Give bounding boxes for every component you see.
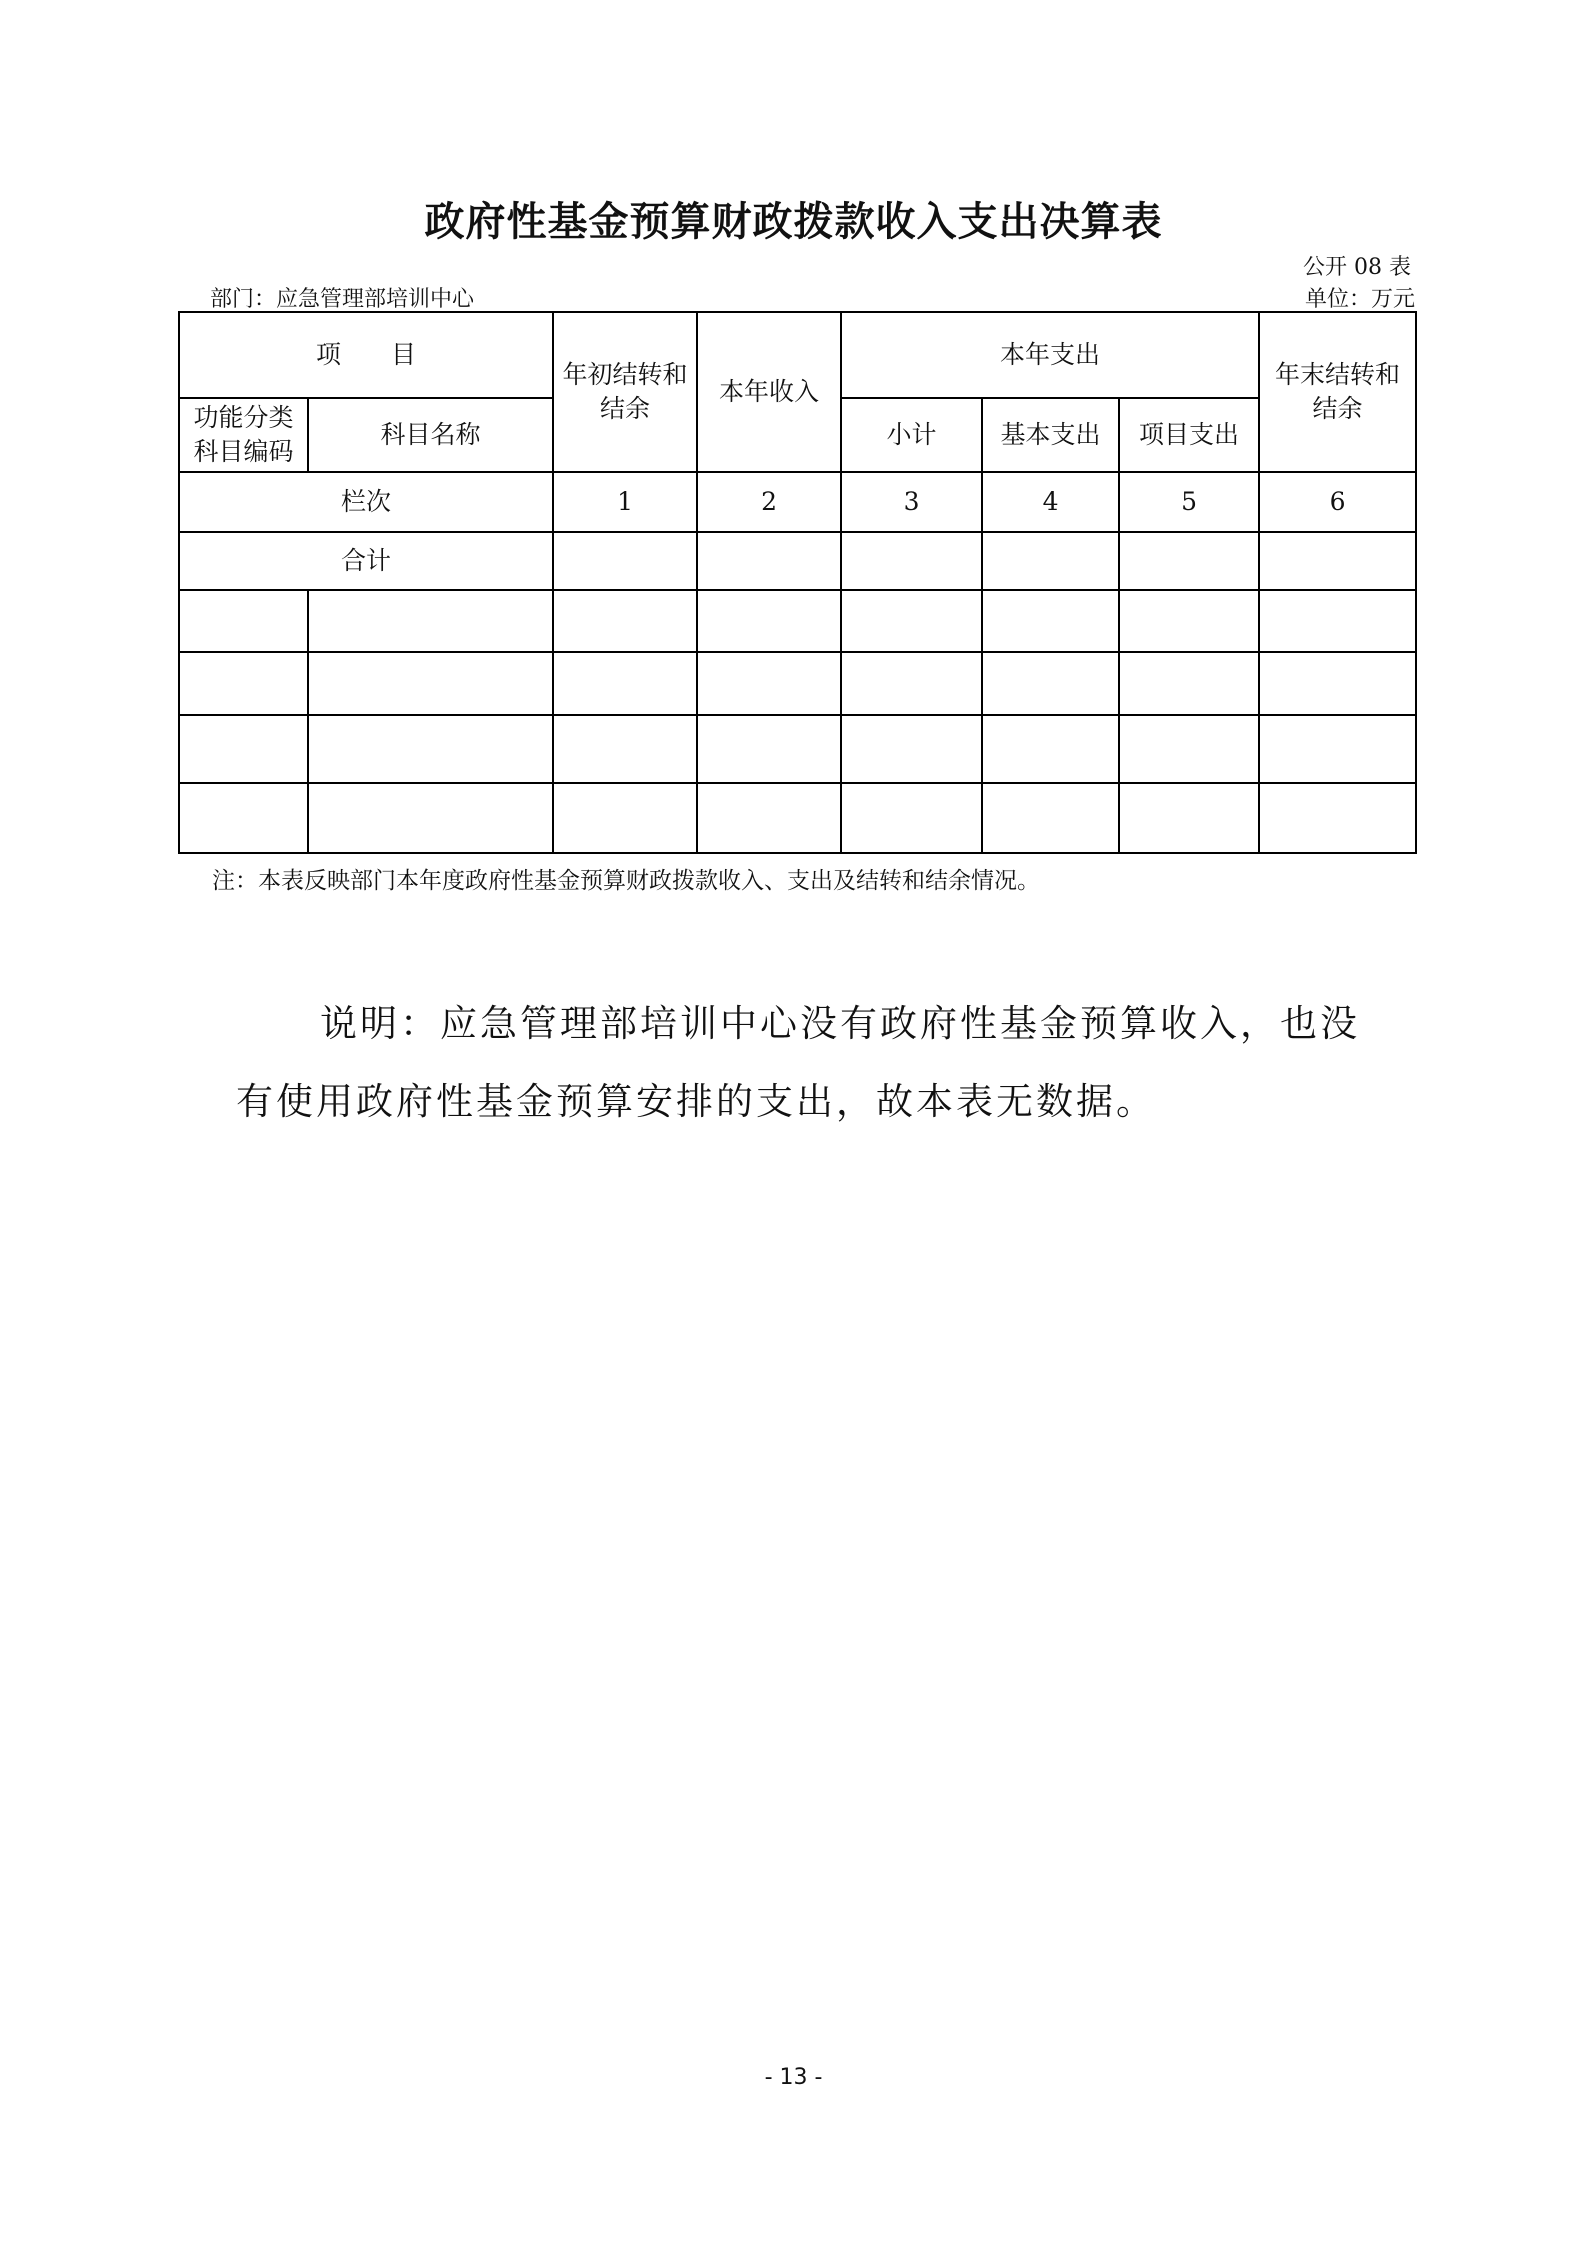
header-subtotal: 小计 [841,398,982,472]
header-function-code: 功能分类科目编码 [179,398,308,472]
column-number: 6 [1259,472,1416,532]
total-cell [1259,532,1416,590]
table-cell [841,783,982,853]
table-cell [841,652,982,715]
header-opening-balance: 年初结转和结余 [553,312,697,472]
header-subject-name: 科目名称 [308,398,553,472]
table-note: 注：本表反映部门本年度政府性基金预算财政拨款收入、支出及结转和结余情况。 [212,868,1040,894]
table-cell [179,652,308,715]
table-cell [179,715,308,783]
total-cell [1119,532,1259,590]
table-cell [308,590,553,652]
column-number: 4 [982,472,1119,532]
budget-table [178,311,1417,854]
header-closing-balance: 年末结转和结余 [1259,312,1416,472]
table-row [179,715,1416,783]
page-number: - 13 - [764,2065,823,2090]
header-project-expense: 项目支出 [1119,398,1259,472]
table-cell [553,715,697,783]
total-cell [697,532,841,590]
table-cell [308,715,553,783]
total-label: 合计 [179,532,553,590]
table-cell [982,783,1119,853]
column-number: 1 [553,472,697,532]
column-index-label: 栏次 [179,472,553,532]
table-cell [697,590,841,652]
table-cell [553,590,697,652]
table-cell [553,783,697,853]
table-cell [982,652,1119,715]
table-cell [1259,652,1416,715]
table-cell [1259,590,1416,652]
table-cell [1119,590,1259,652]
column-number: 2 [697,472,841,532]
total-cell [841,532,982,590]
page-title: 政府性基金预算财政拨款收入支出决算表 [424,199,1163,245]
table-cell [697,783,841,853]
header-basic-expense: 基本支出 [982,398,1119,472]
table-cell [982,590,1119,652]
table-cell [982,715,1119,783]
explanation-text: 说明：应急管理部培训中心没有政府性基金预算收入，也没有使用政府性基金预算安排的支出，故本表无数据。 [236,1002,1360,1123]
table-cell [841,590,982,652]
header-current-income: 本年收入 [697,312,841,472]
table-cell [1259,783,1416,853]
table-cell [1119,652,1259,715]
table-cell [308,652,553,715]
table-cell [179,590,308,652]
table-cell [1119,783,1259,853]
table-cell [179,783,308,853]
header-current-expense: 本年支出 [841,312,1259,398]
table-cell [697,652,841,715]
table-row [179,590,1416,652]
table-cell [841,715,982,783]
table-cell [553,652,697,715]
unit-label: 单位：万元 [1304,287,1415,312]
department-label: 部门：应急管理部培训中心 [210,287,475,312]
table-row [179,783,1416,853]
column-number: 5 [1119,472,1259,532]
table-cell [1259,715,1416,783]
total-cell [553,532,697,590]
form-number: 公开 08 表 [1303,255,1411,280]
table-cell [1119,715,1259,783]
column-number: 3 [841,472,982,532]
table-cell [308,783,553,853]
total-cell [982,532,1119,590]
header-item: 项 目 [179,312,553,398]
table-cell [697,715,841,783]
table-row [179,652,1416,715]
